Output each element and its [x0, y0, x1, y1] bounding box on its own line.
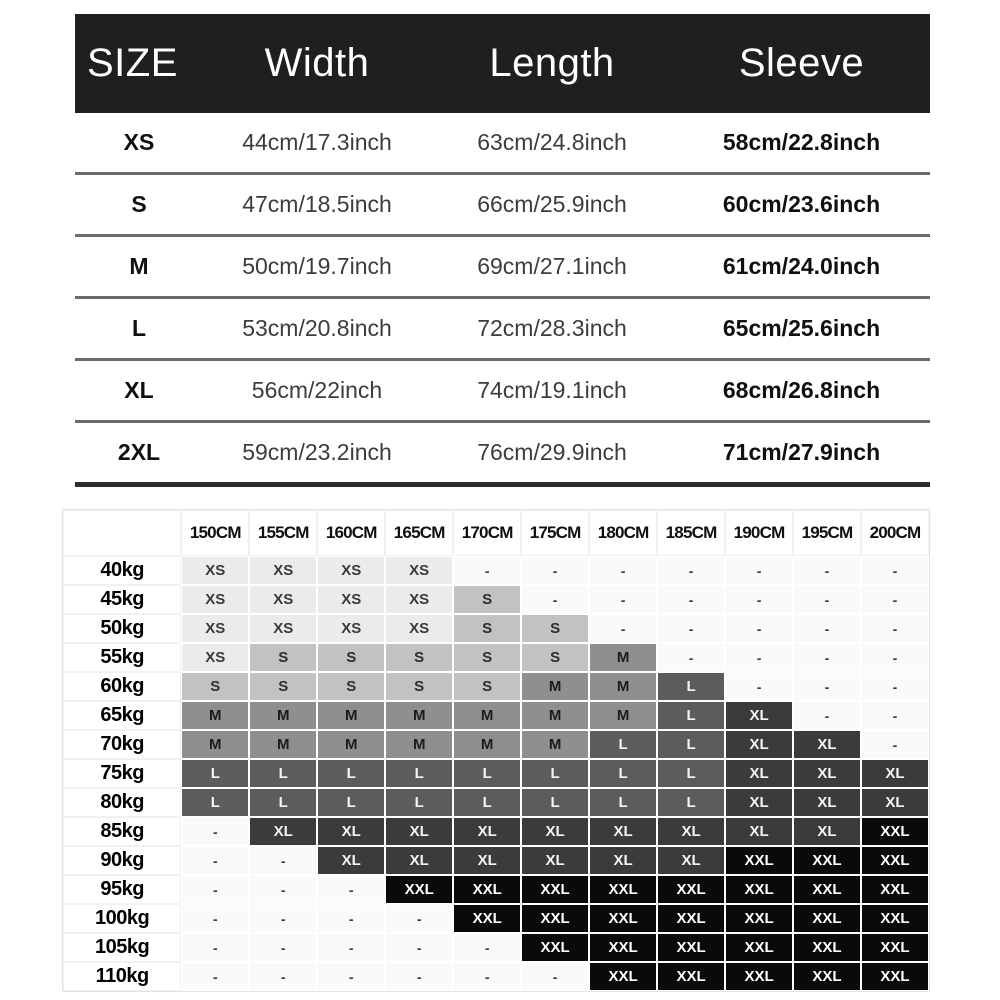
matrix-cell-empty: - [861, 585, 929, 614]
height-column-header: 170CM [453, 510, 521, 556]
matrix-cell: L [249, 788, 317, 817]
matrix-cell: XXL [793, 846, 861, 875]
matrix-cell: L [453, 759, 521, 788]
matrix-cell: XL [657, 846, 725, 875]
matrix-cell: XL [861, 759, 929, 788]
matrix-row [63, 643, 929, 672]
matrix-cell: L [317, 788, 385, 817]
sleeve-value: 71cm/27.9inch [722, 439, 881, 465]
matrix-cell-empty: - [181, 875, 249, 904]
weight-row-label: 60kg [63, 672, 181, 701]
matrix-cell: L [385, 759, 453, 788]
matrix-cell: S [385, 643, 453, 672]
matrix-row [63, 672, 929, 701]
matrix-cell: XL [793, 730, 861, 759]
matrix-cell: XS [249, 614, 317, 643]
width-value: 53cm/20.8inch [242, 315, 392, 341]
sleeve-value: 65cm/25.6inch [722, 315, 881, 341]
matrix-cell: M [317, 701, 385, 730]
matrix-cell: XXL [861, 904, 929, 933]
matrix-cell: L [385, 788, 453, 817]
matrix-cell: XL [589, 817, 657, 846]
matrix-cell-empty: - [385, 962, 453, 991]
matrix-cell: XS [317, 585, 385, 614]
matrix-header-row [63, 510, 929, 556]
matrix-cell: XXL [793, 875, 861, 904]
height-column-header: 165CM [385, 510, 453, 556]
length-value: 63cm/24.8inch [477, 129, 627, 155]
matrix-row [63, 875, 929, 904]
matrix-cell: XXL [793, 962, 861, 991]
matrix-cell: XL [725, 788, 793, 817]
matrix-cell: XXL [725, 846, 793, 875]
matrix-cell-empty: - [521, 962, 589, 991]
size-table-row [75, 423, 930, 487]
matrix-cell-empty: - [589, 585, 657, 614]
matrix-cell: M [521, 672, 589, 701]
matrix-cell: XXL [861, 846, 929, 875]
matrix-cell: XXL [725, 875, 793, 904]
matrix-cell-empty: - [521, 556, 589, 585]
matrix-cell: S [521, 614, 589, 643]
matrix-cell: XXL [861, 962, 929, 991]
matrix-cell-empty: - [385, 904, 453, 933]
matrix-body [63, 556, 929, 991]
matrix-cell-empty: - [861, 701, 929, 730]
matrix-cell: L [453, 788, 521, 817]
size-label: XS [123, 129, 155, 155]
matrix-cell: M [181, 701, 249, 730]
matrix-cell-empty: - [317, 933, 385, 962]
matrix-cell-empty: - [589, 556, 657, 585]
matrix-cell: XS [181, 614, 249, 643]
size-label: XL [124, 377, 154, 403]
length-value: 69cm/27.1inch [477, 253, 627, 279]
weight-row-label: 50kg [63, 614, 181, 643]
matrix-cell: S [521, 643, 589, 672]
matrix-cell-empty: - [453, 556, 521, 585]
matrix-cell: XL [725, 817, 793, 846]
matrix-cell-empty: - [317, 904, 385, 933]
size-table-row [75, 175, 930, 237]
matrix-row [63, 788, 929, 817]
matrix-cell-empty: - [181, 817, 249, 846]
matrix-row [63, 904, 929, 933]
weight-row-label: 90kg [63, 846, 181, 875]
matrix-cell: XL [725, 701, 793, 730]
matrix-cell: S [385, 672, 453, 701]
matrix-row [63, 933, 929, 962]
weight-row-label: 95kg [63, 875, 181, 904]
weight-row-label: 110kg [63, 962, 181, 991]
matrix-cell: XXL [861, 933, 929, 962]
matrix-cell: XXL [657, 904, 725, 933]
matrix-cell: XL [385, 817, 453, 846]
weight-row-label: 75kg [63, 759, 181, 788]
matrix-cell: L [317, 759, 385, 788]
matrix-row [63, 846, 929, 875]
matrix-cell: XXL [861, 875, 929, 904]
size-label: L [131, 315, 147, 341]
matrix-row [63, 817, 929, 846]
width-value: 47cm/18.5inch [242, 191, 392, 217]
matrix-cell: XL [521, 846, 589, 875]
matrix-cell: XL [249, 817, 317, 846]
matrix-cell: M [589, 672, 657, 701]
matrix-cell: XL [793, 817, 861, 846]
matrix-cell-empty: - [249, 933, 317, 962]
matrix-cell: S [453, 643, 521, 672]
matrix-cell-empty: - [385, 933, 453, 962]
matrix-cell: S [453, 614, 521, 643]
matrix-cell: XXL [657, 962, 725, 991]
matrix-row [63, 730, 929, 759]
matrix-row [63, 759, 929, 788]
matrix-cell: XL [317, 846, 385, 875]
matrix-cell-empty: - [657, 556, 725, 585]
matrix-cell: L [589, 759, 657, 788]
matrix-cell: L [657, 759, 725, 788]
matrix-cell: XXL [385, 875, 453, 904]
matrix-row [63, 585, 929, 614]
length-value: 74cm/19.1inch [477, 377, 627, 403]
matrix-cell: XXL [657, 933, 725, 962]
matrix-cell: XXL [521, 933, 589, 962]
size-label: 2XL [117, 439, 161, 465]
height-column-header: 185CM [657, 510, 725, 556]
height-column-header: 195CM [793, 510, 861, 556]
width-value: 50cm/19.7inch [242, 253, 392, 279]
matrix-cell: S [249, 672, 317, 701]
matrix-cell: XS [317, 614, 385, 643]
sleeve-value: 58cm/22.8inch [722, 129, 881, 155]
matrix-cell-empty: - [317, 962, 385, 991]
matrix-cell-empty: - [725, 614, 793, 643]
weight-row-label: 65kg [63, 701, 181, 730]
size-table-row [75, 113, 930, 175]
matrix-cell-empty: - [657, 585, 725, 614]
length-value: 66cm/25.9inch [477, 191, 627, 217]
matrix-cell: XS [181, 643, 249, 672]
matrix-cell: XL [317, 817, 385, 846]
weight-row-label: 80kg [63, 788, 181, 817]
matrix-cell-empty: - [181, 904, 249, 933]
matrix-cell: M [521, 730, 589, 759]
matrix-cell: M [249, 701, 317, 730]
weight-row-label: 40kg [63, 556, 181, 585]
matrix-cell: XXL [589, 875, 657, 904]
matrix-cell: XXL [453, 875, 521, 904]
size-table-header [75, 14, 930, 113]
matrix-cell-empty: - [725, 585, 793, 614]
matrix-row [63, 556, 929, 585]
matrix-cell: XL [385, 846, 453, 875]
matrix-cell: XL [589, 846, 657, 875]
matrix-cell: M [521, 701, 589, 730]
matrix-cell-empty: - [861, 730, 929, 759]
matrix-row [63, 701, 929, 730]
matrix-cell: L [249, 759, 317, 788]
matrix-cell: S [249, 643, 317, 672]
matrix-cell: XS [385, 585, 453, 614]
weight-row-label: 85kg [63, 817, 181, 846]
column-header-width: Width [264, 41, 370, 85]
matrix-cell: XS [317, 556, 385, 585]
matrix-cell-empty: - [861, 556, 929, 585]
matrix-cell: L [589, 730, 657, 759]
matrix-cell: L [657, 788, 725, 817]
matrix-cell: XXL [589, 962, 657, 991]
sleeve-value: 68cm/26.8inch [722, 377, 881, 403]
matrix-cell: M [385, 701, 453, 730]
size-table-row [75, 361, 930, 423]
matrix-cell-empty: - [793, 614, 861, 643]
matrix-cell-empty: - [725, 672, 793, 701]
matrix-cell-empty: - [317, 875, 385, 904]
matrix-cell: XL [793, 788, 861, 817]
matrix-cell: S [453, 585, 521, 614]
matrix-cell: XL [657, 817, 725, 846]
matrix-cell: XL [453, 817, 521, 846]
matrix-cell: M [453, 701, 521, 730]
size-measurements-table [75, 14, 930, 487]
sleeve-value: 60cm/23.6inch [722, 191, 881, 217]
matrix-corner-cell [63, 510, 181, 556]
matrix-cell: M [385, 730, 453, 759]
matrix-cell: XXL [861, 817, 929, 846]
matrix-cell: XXL [725, 904, 793, 933]
height-column-header: 180CM [589, 510, 657, 556]
matrix-cell-empty: - [861, 643, 929, 672]
matrix-row [63, 962, 929, 991]
matrix-cell-empty: - [793, 643, 861, 672]
matrix-cell: M [589, 643, 657, 672]
matrix-cell-empty: - [181, 933, 249, 962]
matrix-cell-empty: - [249, 962, 317, 991]
matrix-cell-empty: - [521, 585, 589, 614]
matrix-cell: M [181, 730, 249, 759]
matrix-cell-empty: - [181, 962, 249, 991]
matrix-cell: L [181, 759, 249, 788]
matrix-cell-empty: - [589, 614, 657, 643]
matrix-cell: XXL [521, 904, 589, 933]
matrix-cell: S [181, 672, 249, 701]
matrix-cell-empty: - [453, 962, 521, 991]
matrix-cell: XL [453, 846, 521, 875]
matrix-cell: XXL [589, 904, 657, 933]
matrix-cell-empty: - [657, 643, 725, 672]
matrix-cell: L [657, 672, 725, 701]
matrix-cell: M [249, 730, 317, 759]
column-header-length: Length [489, 41, 615, 85]
fit-matrix-section [62, 509, 930, 992]
height-column-header: 200CM [861, 510, 929, 556]
matrix-row [63, 614, 929, 643]
matrix-cell: XL [861, 788, 929, 817]
sleeve-value: 61cm/24.0inch [722, 253, 881, 279]
height-column-header: 190CM [725, 510, 793, 556]
matrix-cell-empty: - [249, 846, 317, 875]
matrix-cell-empty: - [657, 614, 725, 643]
matrix-cell: XS [181, 556, 249, 585]
height-column-header: 155CM [249, 510, 317, 556]
length-value: 76cm/29.9inch [477, 439, 627, 465]
matrix-cell: L [657, 730, 725, 759]
fit-matrix-table [62, 509, 930, 992]
width-value: 59cm/23.2inch [242, 439, 392, 465]
length-value: 72cm/28.3inch [477, 315, 627, 341]
weight-row-label: 70kg [63, 730, 181, 759]
matrix-cell: XL [725, 730, 793, 759]
matrix-cell: S [317, 672, 385, 701]
height-column-header: 160CM [317, 510, 385, 556]
matrix-cell: M [317, 730, 385, 759]
matrix-cell: XXL [453, 904, 521, 933]
matrix-cell: S [317, 643, 385, 672]
matrix-cell: XS [249, 585, 317, 614]
matrix-cell: XL [793, 759, 861, 788]
matrix-cell: XXL [725, 962, 793, 991]
matrix-cell-empty: - [793, 701, 861, 730]
matrix-cell: XS [385, 556, 453, 585]
matrix-cell-empty: - [249, 904, 317, 933]
matrix-cell: L [589, 788, 657, 817]
matrix-cell: XXL [657, 875, 725, 904]
matrix-cell-empty: - [861, 614, 929, 643]
matrix-cell: L [521, 788, 589, 817]
matrix-cell: XXL [589, 933, 657, 962]
matrix-cell: M [453, 730, 521, 759]
column-header-size: SIZE [87, 41, 178, 85]
matrix-cell: XS [385, 614, 453, 643]
height-column-header: 150CM [181, 510, 249, 556]
size-table-body [75, 113, 930, 487]
matrix-cell: XL [521, 817, 589, 846]
size-table-row [75, 237, 930, 299]
matrix-cell-empty: - [793, 585, 861, 614]
matrix-cell: M [589, 701, 657, 730]
width-value: 56cm/22inch [251, 377, 383, 403]
matrix-cell-empty: - [793, 556, 861, 585]
width-value: 44cm/17.3inch [242, 129, 392, 155]
matrix-cell-empty: - [453, 933, 521, 962]
matrix-cell: XXL [793, 933, 861, 962]
matrix-cell: XS [249, 556, 317, 585]
matrix-cell-empty: - [725, 556, 793, 585]
matrix-cell-empty: - [725, 643, 793, 672]
matrix-cell-empty: - [181, 846, 249, 875]
matrix-cell: L [521, 759, 589, 788]
matrix-cell: XS [181, 585, 249, 614]
height-column-header: 175CM [521, 510, 589, 556]
matrix-cell: XXL [725, 933, 793, 962]
weight-row-label: 55kg [63, 643, 181, 672]
weight-row-label: 105kg [63, 933, 181, 962]
matrix-cell: S [453, 672, 521, 701]
matrix-cell: XXL [521, 875, 589, 904]
matrix-cell: L [181, 788, 249, 817]
weight-row-label: 45kg [63, 585, 181, 614]
size-table-row [75, 299, 930, 361]
matrix-cell-empty: - [861, 672, 929, 701]
matrix-cell: XL [725, 759, 793, 788]
column-header-sleeve: Sleeve [738, 41, 865, 85]
weight-row-label: 100kg [63, 904, 181, 933]
matrix-cell: XXL [793, 904, 861, 933]
matrix-cell-empty: - [249, 875, 317, 904]
size-label: S [131, 191, 147, 217]
matrix-cell: L [657, 701, 725, 730]
matrix-cell-empty: - [793, 672, 861, 701]
size-label: M [129, 253, 149, 279]
